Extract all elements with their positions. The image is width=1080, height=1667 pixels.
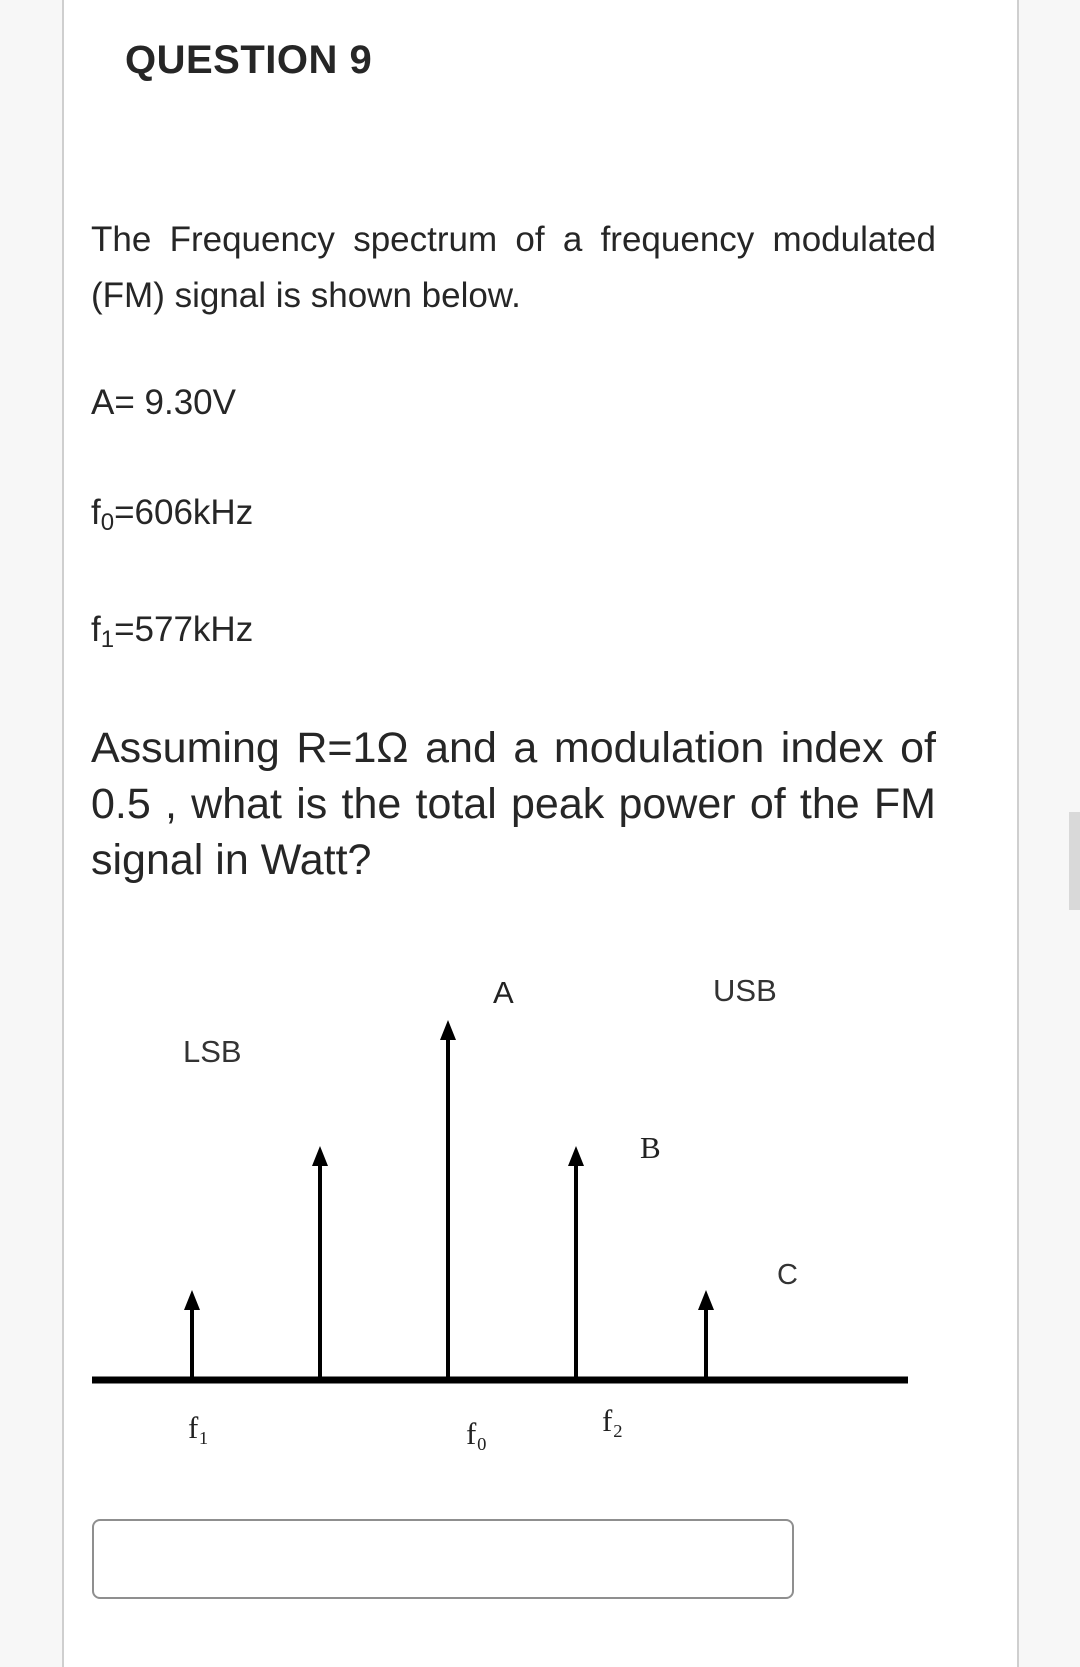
tick-label-f1: f₁	[188, 1410, 210, 1445]
lsb-label: LSB	[183, 1034, 242, 1069]
question-ask: Assuming R=1Ω and a modulation index of 0.5 , what is the total peak power of the FM signal in Watt?	[91, 724, 936, 884]
usb-label: USB	[713, 973, 777, 1008]
f1-value: =577kHz	[114, 610, 254, 649]
answer-input[interactable]	[92, 1519, 794, 1599]
f1-subscript: 1	[100, 626, 115, 653]
amplitude-value: A= 9.30V	[91, 383, 236, 422]
question-prompt: The Frequency spectrum of a frequency modulated (FM) signal is shown below.	[91, 220, 936, 315]
fm-spectrum-chart	[80, 955, 920, 1475]
upper-second-sideband-arrowhead	[698, 1290, 714, 1310]
carrier-frequency	[91, 493, 253, 537]
lower-second-sideband-arrowhead	[184, 1290, 200, 1310]
second-sideband-label: C	[777, 1259, 798, 1291]
sideband-frequency	[91, 610, 253, 654]
tick-label-f0: f₀	[466, 1416, 488, 1451]
upper-first-sideband-arrowhead	[568, 1146, 584, 1166]
left-gutter	[0, 0, 64, 1667]
carrier-label: A	[493, 975, 514, 1010]
carrier-arrowhead	[440, 1020, 456, 1040]
f0-subscript: 0	[100, 509, 115, 536]
scrollbar-thumb[interactable]	[1069, 812, 1080, 910]
f1-symbol: f	[91, 610, 101, 649]
lower-first-sideband-arrowhead	[312, 1146, 328, 1166]
first-sideband-label: B	[640, 1130, 661, 1165]
f0-value: =606kHz	[114, 493, 254, 532]
f0-symbol: f	[91, 493, 101, 532]
tick-label-f2: f₂	[602, 1403, 624, 1438]
question-title: QUESTION 9	[125, 38, 373, 82]
